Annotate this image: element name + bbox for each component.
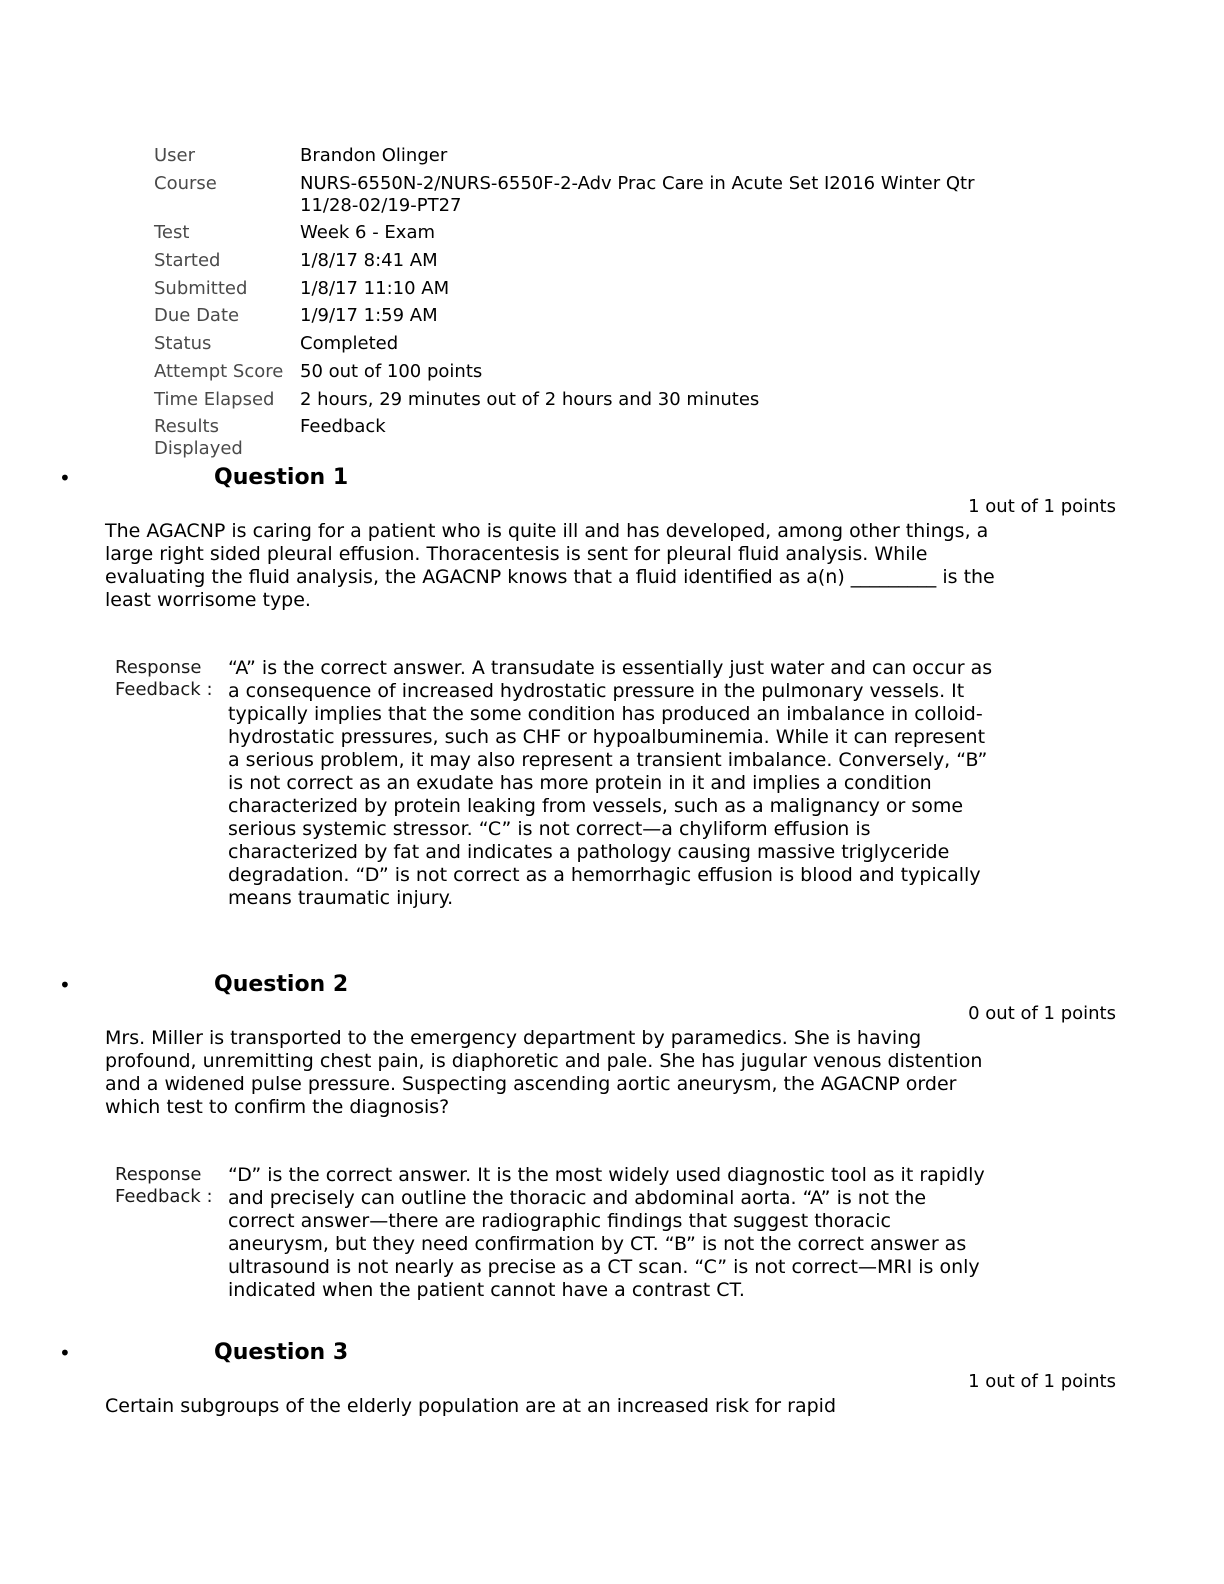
summary-label: Submitted (154, 277, 248, 299)
summary-value: Feedback (300, 416, 386, 438)
response-feedback (115, 1164, 995, 1302)
summary-label: Course (154, 172, 217, 194)
question-text: The AGACNP is caring for a patient who is quite ill and has developed, among other things, a large right sided pleural effusion. Thoracentesis is sent for pleural fluid analysis. While evaluating the fluid analysis, the AGACNP knows that a fluid identified as a(n) _________ is the least worrisome type. (105, 520, 995, 611)
summary-row-started (154, 250, 1054, 272)
summary-label: Time Elapsed (154, 388, 275, 410)
question-text: Certain subgroups of the elderly population are at an increased risk for rapid (105, 1395, 837, 1417)
question-title: Question 1 (214, 465, 349, 490)
summary-value: 1/9/17 1:59 AM (300, 305, 438, 327)
question-text: Mrs. Miller is transported to the emergency department by paramedics. She is having profound, unremitting chest pain, is diaphoretic and pale. She has jugular venous distention and a widened pulse pressure. Suspecting ascending aortic aneurysm, the AGACNP order which test to confirm the diagnosis? (105, 1027, 983, 1118)
summary-label: User (154, 145, 196, 166)
summary-row-submitted (154, 278, 1054, 300)
summary-value: 1/8/17 11:10 AM (300, 277, 450, 299)
summary-value: Week 6 - Exam (300, 222, 436, 244)
summary-label: Started (154, 250, 221, 272)
bullet-icon: • (59, 466, 71, 490)
question-points: 1 out of 1 points (968, 1371, 1116, 1392)
summary-label: Status (154, 333, 212, 355)
summary-row-due-date (154, 305, 1054, 327)
summary-row-attempt-score (154, 361, 1054, 383)
question-1 (0, 464, 1224, 944)
bullet-icon: • (59, 973, 71, 997)
response-feedback (115, 657, 995, 910)
summary-value: 50 out of 100 points (300, 360, 483, 382)
summary-value: NURS-6550N-2/NURS-6550F-2-Adv Prac Care in Acute Set I2016 Winter Qtr 11/28-02/19-PT27 (300, 172, 975, 216)
response-feedback-label: Response Feedback : (115, 657, 213, 700)
question-points: 0 out of 1 points (968, 1003, 1116, 1024)
attempt-summary (154, 145, 1054, 466)
summary-row-status (154, 333, 1054, 355)
response-feedback-text: “A” is the correct answer. A transudate is essentially just water and can occur as a consequence of increased hydrostatic pressure in the pulmonary vessels. It typically implies that the some condition has produced an imbalance in colloid-hydrostatic pressures, such as CHF or hypoalbuminemia. While it can represent a serious problem, it may also represent a transient imbalance. Conversely, “B” is not correct as an exudate has more protein in it and implies a condition characterized by protein leaking from vessels, such as a malignancy or some serious systemic stressor. “C” is not correct—a chyliform effusion is characterized by fat and indicates a pathology causing massive triglyceride degradation. “D” is not correct as a hemorrhagic effusion is blood and typically means traumatic injury. (228, 657, 993, 909)
summary-row-results-displayed (154, 416, 1054, 460)
summary-value: Brandon Olinger (300, 145, 448, 166)
question-3 (0, 1339, 1224, 1439)
question-2 (0, 971, 1224, 1311)
summary-row-course (154, 173, 1054, 217)
bullet-icon: • (59, 1341, 71, 1365)
summary-label: Test (154, 222, 190, 244)
question-title: Question 2 (214, 972, 349, 997)
summary-value: Completed (300, 333, 399, 355)
summary-value: 1/8/17 8:41 AM (300, 250, 438, 272)
summary-row-time-elapsed (154, 389, 1054, 411)
summary-label: Due Date (154, 305, 240, 327)
summary-label: Attempt Score (154, 360, 284, 382)
question-title: Question 3 (214, 1340, 349, 1365)
summary-label: Results Displayed (154, 416, 243, 460)
response-feedback-text: “D” is the correct answer. It is the most widely used diagnostic tool as it rapidly and precisely can outline the thoracic and abdominal aorta. “A” is not the correct answer—there are radiographic findings that suggest thoracic aneurysm, but they need confirmation by CT. “B” is not the correct answer as ultrasound is not nearly as precise as a CT scan. “C” is not correct—MRI is only indicated when the patient cannot have a contrast CT. (228, 1164, 985, 1301)
response-feedback-label: Response Feedback : (115, 1164, 213, 1207)
summary-row-test (154, 222, 1054, 244)
summary-value: 2 hours, 29 minutes out of 2 hours and 30 minutes (300, 388, 760, 410)
question-points: 1 out of 1 points (968, 496, 1116, 517)
summary-row-user (154, 145, 1054, 167)
